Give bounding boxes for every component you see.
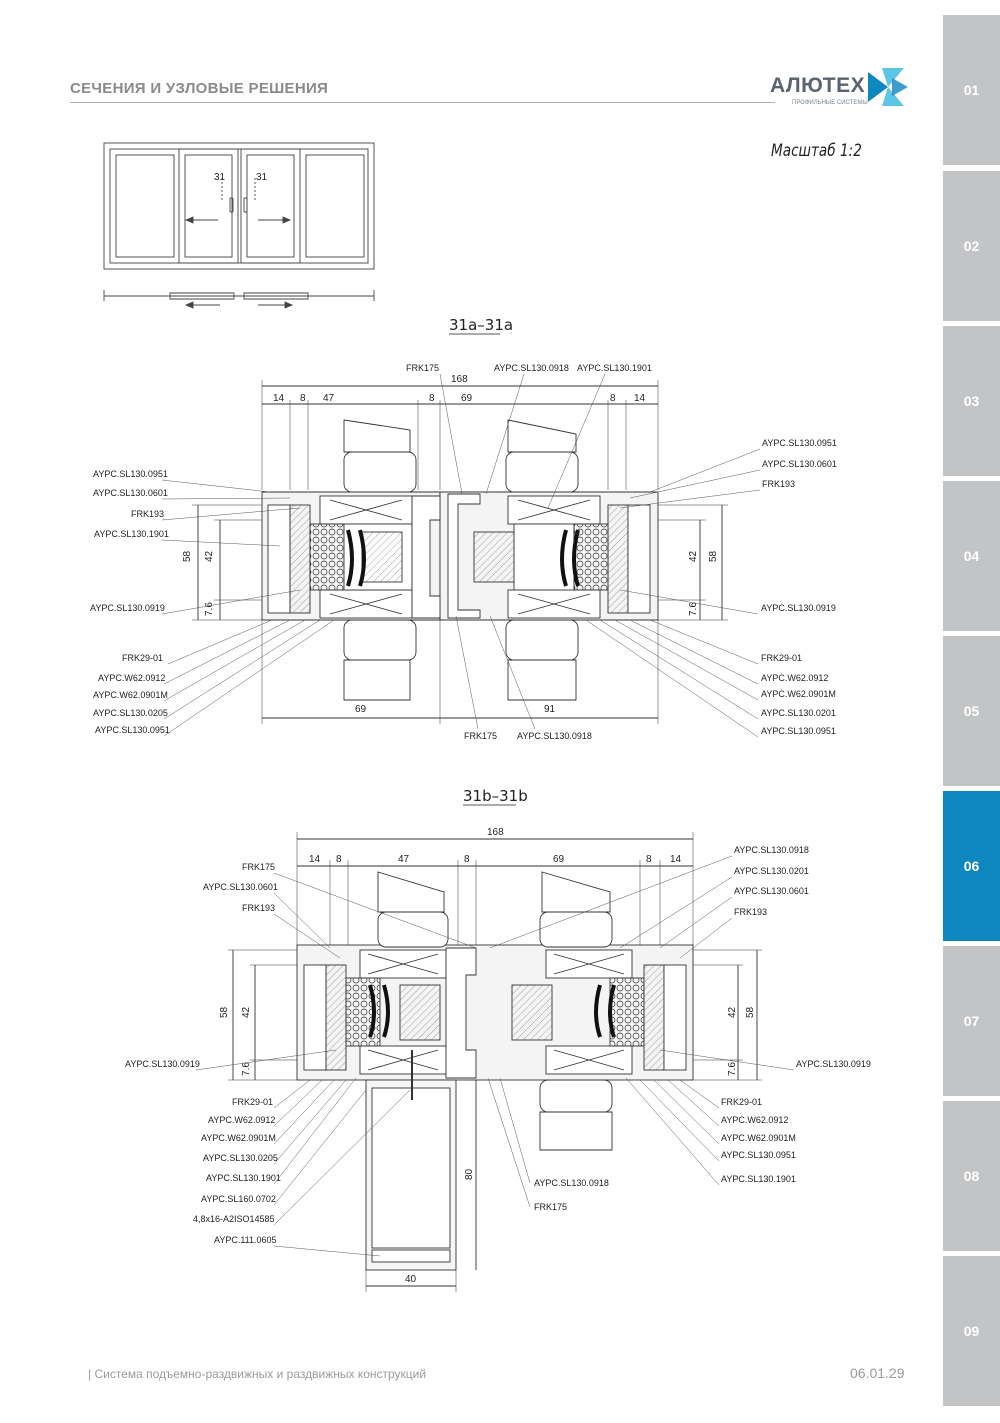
section-a-left-label: FRK29-01 bbox=[122, 653, 164, 663]
section-a-dim-5: 69 bbox=[461, 393, 473, 404]
section-b-drawing bbox=[228, 832, 762, 1292]
section-b-right-labels bbox=[721, 845, 871, 1184]
section-a-left-label: AYPC.W62.0912 bbox=[98, 673, 166, 683]
section-b-overall-dim: 168 bbox=[487, 827, 504, 838]
section-b-left-label: AYPC.SL130.1901 bbox=[206, 1173, 281, 1183]
section-a-bottom-dim-1: 69 bbox=[355, 704, 367, 715]
section-a-right-label: AYPC.W62.0901M bbox=[761, 689, 836, 699]
section-b-title: 31b–31b bbox=[463, 787, 528, 805]
section-b-left-labels bbox=[125, 862, 281, 1245]
section-b-bottom-label: FRK175 bbox=[534, 1202, 568, 1212]
section-a-left-label: AYPC.SL130.0951 bbox=[93, 469, 168, 479]
tab-08[interactable]: 08 bbox=[943, 1101, 1000, 1251]
tab-06[interactable]: 06 bbox=[943, 791, 1000, 941]
section-b-right-label: AYPC.SL130.1901 bbox=[721, 1174, 796, 1184]
section-a-drawing bbox=[192, 380, 728, 724]
section-a-top-label: AYPC.SL130.0918 bbox=[494, 363, 569, 373]
section-a-bottom-label: FRK175 bbox=[464, 731, 498, 741]
tab-09[interactable]: 09 bbox=[943, 1256, 1000, 1406]
section-b-right-label: FRK29-01 bbox=[721, 1097, 763, 1107]
section-b-right-dim-58: 58 bbox=[745, 1006, 756, 1018]
section-b-left-label: FRK175 bbox=[242, 862, 276, 872]
section-a-dim-3: 47 bbox=[323, 393, 335, 404]
section-a-right-label: AYPC.W62.0912 bbox=[761, 673, 829, 683]
section-b-dim-6: 8 bbox=[646, 854, 652, 865]
section-a-right-label: AYPC.SL130.0601 bbox=[762, 459, 837, 469]
section-a-right-dim-7-6: 7.6 bbox=[688, 602, 699, 616]
section-a-dim-2: 8 bbox=[300, 393, 306, 404]
section-a-dim-4: 8 bbox=[429, 393, 435, 404]
section-a-left-dim-7-6: 7.6 bbox=[204, 602, 215, 616]
tab-07[interactable]: 07 bbox=[943, 946, 1000, 1096]
section-a-right-label: AYPC.SL130.0919 bbox=[761, 603, 836, 613]
scale-label: Масштаб 1:2 bbox=[771, 141, 862, 161]
section-a-left-label: AYPC.SL130.0919 bbox=[90, 603, 165, 613]
section-b-left-label: 4,8x16-A2ISO14585 bbox=[193, 1214, 275, 1224]
section-b-dim-2: 8 bbox=[336, 854, 342, 865]
section-a-dim-7: 14 bbox=[634, 393, 646, 404]
section-a-left-labels bbox=[90, 469, 170, 735]
section-b-left-label: AYPC.W62.0912 bbox=[208, 1115, 276, 1125]
section-a-top-label: FRK175 bbox=[406, 363, 440, 373]
section-a-left-label: AYPC.W62.0901M bbox=[93, 690, 168, 700]
tab-05[interactable]: 05 bbox=[943, 636, 1000, 786]
section-a-left-label: AYPC.SL130.0205 bbox=[93, 708, 168, 718]
section-a-overall-dim: 168 bbox=[451, 374, 468, 385]
section-b-left-label: AYPC.SL130.0601 bbox=[203, 882, 278, 892]
section-a-left-label: AYPC.SL130.0601 bbox=[93, 488, 168, 498]
tab-03[interactable]: 03 bbox=[943, 326, 1000, 476]
section-a-bottom-dim-2: 91 bbox=[544, 704, 556, 715]
section-b-right-label: FRK193 bbox=[734, 907, 768, 917]
section-a-right-label: AYPC.SL130.0951 bbox=[761, 726, 836, 736]
section-a-right-dim-58: 58 bbox=[708, 550, 719, 562]
section-b-right-dim-42: 42 bbox=[727, 1006, 738, 1018]
section-b-bottom-labels bbox=[534, 1178, 609, 1212]
section-b-right-dim-7-6: 7.6 bbox=[727, 1062, 738, 1076]
section-b-left-dim-58: 58 bbox=[219, 1006, 230, 1018]
tab-01[interactable]: 01 bbox=[943, 15, 1000, 165]
overview-mark-left: 31 bbox=[214, 172, 226, 183]
page-header-title: СЕЧЕНИЯ И УЗЛОВЫЕ РЕШЕНИЯ bbox=[70, 80, 329, 97]
tab-02[interactable]: 02 bbox=[943, 171, 1000, 321]
section-a-right-dim-42: 42 bbox=[688, 550, 699, 562]
section-a-right-label: FRK29-01 bbox=[761, 653, 803, 663]
footer-page-number: 06.01.29 bbox=[850, 1365, 905, 1381]
section-b-left-label: FRK193 bbox=[242, 903, 276, 913]
section-tabs bbox=[943, 15, 1000, 1423]
overview-elevation bbox=[104, 143, 374, 308]
section-b-left-dim-7-6: 7.6 bbox=[241, 1062, 252, 1076]
section-a-dim-1: 14 bbox=[273, 393, 285, 404]
section-b-right-label: AYPC.SL130.0919 bbox=[796, 1059, 871, 1069]
section-b-right-label: AYPC.SL130.0601 bbox=[734, 886, 809, 896]
section-b-right-label: AYPC.W62.0901M bbox=[721, 1133, 796, 1143]
logo-subtitle: ПРОФИЛЬНЫЕ СИСТЕМЫ bbox=[792, 100, 868, 106]
section-b-left-label: AYPC.SL160.0702 bbox=[201, 1194, 276, 1204]
section-a-top-label: AYPC.SL130.1901 bbox=[577, 363, 652, 373]
section-b-left-label: FRK29-01 bbox=[232, 1097, 274, 1107]
section-a-right-labels bbox=[761, 438, 837, 736]
section-a-right-label: AYPC.SL130.0201 bbox=[761, 708, 836, 718]
section-a-title: 31a–31a bbox=[449, 316, 514, 334]
section-b-right-label: AYPC.SL130.0918 bbox=[734, 845, 809, 855]
section-a-right-label: AYPC.SL130.0951 bbox=[762, 438, 837, 448]
section-a-bottom-label: AYPC.SL130.0918 bbox=[517, 731, 592, 741]
section-a-left-label: AYPC.SL130.1901 bbox=[94, 529, 169, 539]
section-b-dim-5: 69 bbox=[553, 854, 565, 865]
section-a-left-label: FRK193 bbox=[131, 509, 165, 519]
section-a-left-dim-58: 58 bbox=[182, 550, 193, 562]
section-b-left-label: AYPC.111.0605 bbox=[214, 1235, 277, 1245]
section-a-dim-6: 8 bbox=[610, 393, 616, 404]
section-b-left-label: AYPC.SL130.0919 bbox=[125, 1059, 200, 1069]
section-b-bottom-label: AYPC.SL130.0918 bbox=[534, 1178, 609, 1188]
section-b-right-label: AYPC.SL130.0201 bbox=[734, 866, 809, 876]
section-b-left-dim-42: 42 bbox=[241, 1006, 252, 1018]
section-b-dim-1: 14 bbox=[309, 854, 321, 865]
section-b-dim-7: 14 bbox=[670, 854, 682, 865]
section-a-left-dim-42: 42 bbox=[204, 550, 215, 562]
section-b-dim-3: 47 bbox=[398, 854, 410, 865]
section-b-right-label: AYPC.W62.0912 bbox=[721, 1115, 789, 1125]
section-b-dim-4: 8 bbox=[464, 854, 470, 865]
section-a-top-labels bbox=[406, 363, 652, 373]
section-b-post-dim-80: 80 bbox=[464, 1168, 475, 1180]
overview-mark-right: 31 bbox=[256, 172, 268, 183]
footer-system-name: | Система подъемно-раздвижных и раздвижных конструкций bbox=[88, 1367, 427, 1381]
section-a-right-label: FRK193 bbox=[762, 479, 796, 489]
section-b-left-label: AYPC.W62.0901M bbox=[201, 1133, 276, 1143]
tab-04[interactable]: 04 bbox=[943, 481, 1000, 631]
logo-text: АЛЮТЕХ bbox=[770, 74, 866, 97]
section-b-left-label: AYPC.SL130.0205 bbox=[203, 1153, 278, 1163]
section-b-right-label: AYPC.SL130.0951 bbox=[721, 1150, 796, 1160]
section-a-bottom-labels bbox=[464, 731, 592, 741]
section-a-left-label: AYPC.SL130.0951 bbox=[95, 725, 170, 735]
section-b-post-dim-40: 40 bbox=[405, 1274, 417, 1285]
